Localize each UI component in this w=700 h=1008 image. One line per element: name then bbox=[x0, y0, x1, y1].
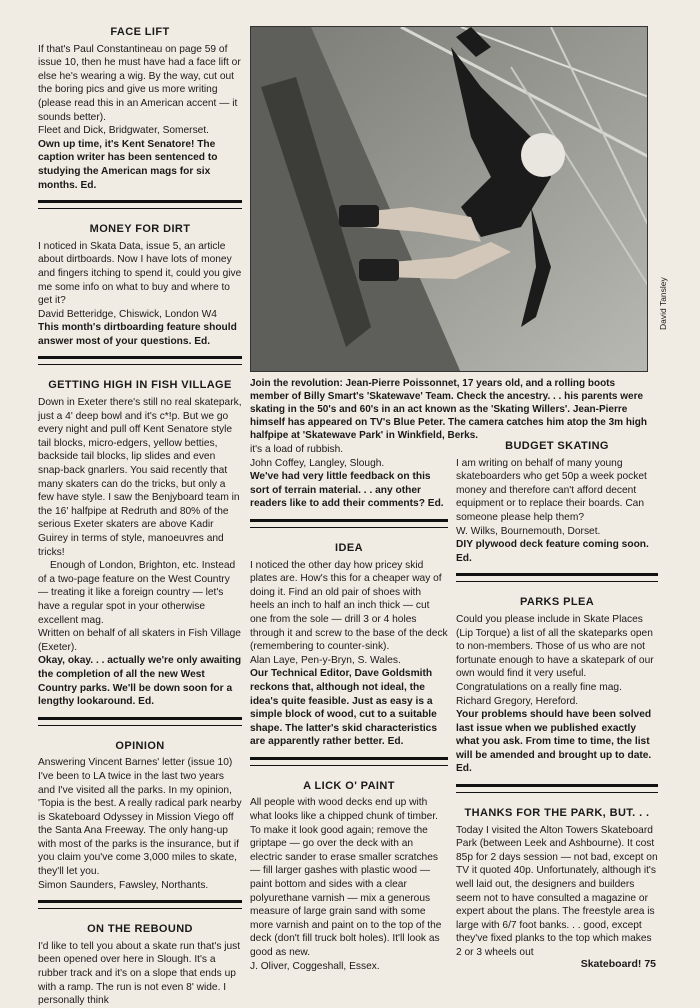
editor-reply: Okay, okay. . . actually we're only awaiting the completion of all the new West Country parks. We'll be down soon for a lengthy lookaround. Ed. bbox=[38, 655, 242, 708]
letter-idea bbox=[250, 542, 448, 749]
divider bbox=[38, 717, 242, 726]
letter-getting-high bbox=[38, 379, 242, 708]
letter-thanks-for-the-park bbox=[456, 807, 658, 960]
letter-body: I'd like to tell you about a skate run that's just been opened over here in Slough. It's a rubber track and it's on a slope that ends up with a ramp. The run is not even 8' wide. I personally think bbox=[38, 940, 241, 1007]
letter-signature: Simon Saunders, Fawsley, Northants. bbox=[38, 879, 209, 891]
photo-credit: David Tansley bbox=[658, 277, 668, 330]
letter-heading: ON THE REBOUND bbox=[87, 923, 193, 936]
page-folio: Skateboard! 75 bbox=[580, 958, 656, 970]
letter-body: Answering Vincent Barnes' letter (issue 10) I've been to LA twice in the last two years and I've visited all the parks. In my opinion, 'Topia is the best. A really radical park nearby is Skateboard Odyssey in Mission Viego off the Santa Ana Freeway. The only hang-up with most of the parks is the insurance, but if you claim you've come 3,000 miles to skate, they'll let you. bbox=[38, 757, 242, 878]
letter-body-paragraph: Enough of London, Brighton, etc. Instead of a two-page feature on the West Country — treating it like a foreign country — let's have a regular spot in your otherwise excellent mag. bbox=[38, 560, 236, 626]
letter-rebound-continued bbox=[250, 443, 448, 511]
skater-photo bbox=[250, 26, 648, 372]
letter-on-the-rebound bbox=[38, 923, 242, 1008]
right-column bbox=[456, 440, 658, 960]
editor-reply: Own up time, it's Kent Senatore! The caption writer has been sentenced to studying the American mags for six months. Ed. bbox=[38, 138, 218, 191]
letter-body: Down in Exeter there's still no real skatepark, just a 4' deep bowl and it's c*!p. But we go every night and pull off Kent Senatore style tail blocks, micro-edgers, yellow betties, backside tail blocks, lip slides and even snap-back gnarlers. You said recently that many skaters can do the tricks, but only a few have style. I saw the Benjyboard team in the 16' halfpipe at Redruth and 80% of the serious Exeter skaters are above Kadir Guirey in terms of style, manoeuvres and tricks! bbox=[38, 397, 242, 558]
editor-reply: DIY plywood deck feature coming soon. Ed. bbox=[456, 539, 649, 564]
divider bbox=[38, 200, 242, 209]
divider bbox=[456, 784, 658, 793]
letter-signature: John Coffey, Langley, Slough. bbox=[250, 457, 385, 469]
letter-opinion bbox=[38, 740, 242, 893]
divider bbox=[38, 356, 242, 365]
skater-photo-image bbox=[251, 27, 648, 372]
letter-body: Today I visited the Alton Towers Skateboard Park (between Leek and Ashbourne). It cost 85p for 2 days session — not bad, except on TV it quoted 40p. Unfortunately, although it's well laid out, the designers and builders seem not to have consulted a magazine or expert about the plans. The freestyle area is large with 6/7 foot banks. . . good, except they've fixed planks to the top which makes 2 or 3 wheels out bbox=[456, 824, 658, 958]
letter-signature: Fleet and Dick, Bridgwater, Somerset. bbox=[38, 125, 209, 137]
divider bbox=[456, 573, 658, 582]
letter-body: I noticed the other day how pricey skid plates are. How's this for a cheaper way of doing it. Find an old pair of shoes with heels an inch to half an inch thick — cut one from the sole — drill 3 or 4 holes through it and screw to the base of the deck (remembering to counter-sink). bbox=[250, 559, 448, 653]
letter-heading: THANKS FOR THE PARK, BUT. . . bbox=[464, 807, 650, 820]
middle-column bbox=[250, 443, 448, 973]
editor-reply: Our Technical Editor, Dave Goldsmith reckons that, although not ideal, the idea's quite feasible. Just as easy is a simple block of wood, cut to a suitable shape. The latter's skid characteristics are apparently rather better. Ed. bbox=[250, 668, 438, 748]
editor-reply: We've had very little feedback on this sort of terrain material. . . any other readers like to add their comments? Ed. bbox=[250, 471, 444, 510]
letter-heading: A LICK O' PAINT bbox=[303, 779, 395, 792]
letter-signature: David Betteridge, Chiswick, London W4 bbox=[38, 308, 217, 320]
letter-signature: Alan Laye, Pen-y-Bryn, S. Wales. bbox=[250, 654, 401, 666]
letter-face-lift bbox=[38, 26, 242, 192]
letter-heading: OPINION bbox=[115, 739, 165, 752]
divider bbox=[250, 757, 448, 766]
letter-lick-o-paint bbox=[250, 780, 448, 973]
letter-body: I am writing on behalf of many young skateboarders who get 50p a week pocket money and therefore can't afford decent equipment or to replace their boards. Can someone please help them? bbox=[456, 457, 647, 523]
left-column bbox=[38, 26, 242, 1008]
letter-body: All people with wood decks end up with what looks like a chipped chunk of timber. To make it look good again; remove the griptape — go over the deck with an electric sander to erase smaller scratches — fill larger gashes with plastic wood — paint bottom and sides with a clear polyurethane varnish — mix a generous measure of large grain sand with some more varnish and paint on to the top of the deck (don't fill truck bolt holes). It'll look as good as new. bbox=[250, 797, 442, 958]
letter-parks-plea bbox=[456, 596, 658, 776]
letter-signature: W. Wilks, Bournemouth, Dorset. bbox=[456, 525, 601, 537]
letter-heading: GETTING HIGH IN FISH VILLAGE bbox=[48, 379, 232, 392]
editor-reply: This month's dirtboarding feature should answer most of your questions. Ed. bbox=[38, 322, 237, 347]
letter-heading: MONEY FOR DIRT bbox=[89, 223, 191, 236]
letter-budget-skating bbox=[456, 440, 658, 565]
letter-continuation: it's a load of rubbish. bbox=[250, 444, 344, 455]
letter-money-for-dirt bbox=[38, 223, 242, 348]
letter-body: If that's Paul Constantineau on page 59 of issue 10, then he must have had a face lift or else he's wearing a wig. By the way, cut out the boring pics and give us more writing (please read this in an American accent — it sounds better). bbox=[38, 43, 241, 123]
letter-body: Could you please include in Skate Places (Lip Torque) a list of all the skateparks open to non-members. Those of us who are not fortunate enough to have a skatepark of our own would find it very useful. Congratulations on a really fine mag. bbox=[456, 613, 654, 693]
letter-body: I noticed in Skata Data, issue 5, an article about dirtboards. Now I have lots of money and fingers itching to spend it, could you give me some info on what to buy and where to get it? bbox=[38, 240, 242, 307]
divider bbox=[250, 519, 448, 528]
letter-heading: FACE LIFT bbox=[110, 26, 170, 38]
letter-signature: J. Oliver, Coggeshall, Essex. bbox=[250, 960, 380, 972]
letter-heading: PARKS PLEA bbox=[519, 596, 595, 609]
letter-signature: Written on behalf of all skaters in Fish Village (Exeter). bbox=[38, 628, 241, 653]
letter-heading: BUDGET SKATING bbox=[505, 440, 609, 452]
letter-signature: Richard Gregory, Hereford. bbox=[456, 695, 579, 707]
letter-heading: IDEA bbox=[335, 541, 363, 554]
photo-caption: Join the revolution: Jean-Pierre Poissonnet, 17 years old, and a rolling boots member of Billy Smart's 'Skatewave' Team. Check the ancestry. . . his parents were skating in the 50's and 60's in an act known as the 'Skating Willers'. Jean-Pierre himself has appeared on TV's Blue Peter. The camera catches him atop the 3m high halfpipe at 'Skatewave Park' in Winkfield, Berks. bbox=[250, 378, 647, 441]
divider bbox=[38, 900, 242, 909]
editor-reply: Your problems should have been solved last issue when we published exactly what you ask. From time to time, the list will be amended and brought up to date. Ed. bbox=[456, 709, 652, 775]
